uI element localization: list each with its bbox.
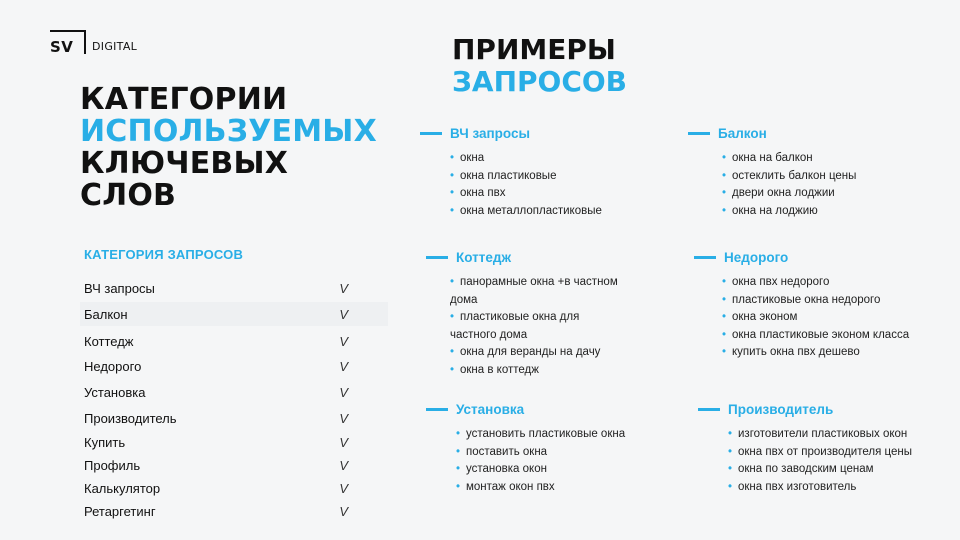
category-label: Купить (84, 434, 126, 450)
list-item: • окна в коттедж (450, 362, 618, 380)
list-item: • окна пластиковые эконом класса (722, 327, 909, 345)
check-mark: V (339, 333, 348, 349)
list-item: • окна для веранды на дачу (450, 344, 618, 362)
group-title: Недорого (724, 250, 789, 265)
dash-icon (688, 132, 710, 135)
dash-icon (420, 132, 442, 135)
category-label: Балкон (84, 306, 128, 322)
group-title: Коттедж (456, 250, 512, 265)
list-item: • установить пластиковые окна (456, 426, 625, 444)
list-item: • окна пвх (450, 185, 602, 203)
check-mark: V (339, 359, 348, 374)
group-list (456, 426, 625, 496)
group-list (722, 274, 909, 362)
categories-title: КАТЕГОРИЯ ЗАПРОСОВ (84, 247, 244, 262)
group-nedorogo (694, 250, 909, 362)
category-label: ВЧ запросы (84, 280, 155, 296)
group-title: Балкон (718, 126, 767, 141)
group-heading (694, 250, 909, 265)
group-list (450, 274, 618, 379)
category-label: Недорого (84, 359, 142, 374)
category-label: Калькулятор (84, 481, 161, 496)
list-item: • пластиковые окна недорого (722, 292, 909, 310)
dash-icon (426, 408, 448, 411)
list-item (450, 274, 618, 309)
headline-line-2: ИСПОЛЬЗУЕМЫХ (80, 114, 377, 149)
list-item: • купить окна пвх дешево (722, 344, 909, 362)
list-item: • окна пвх изготовитель (728, 479, 912, 497)
category-row (84, 354, 384, 379)
list-item: • поставить окна (456, 444, 625, 462)
list-item: • окна на балкон (722, 150, 856, 168)
examples-title (452, 34, 627, 98)
category-row (84, 477, 384, 500)
group-title: ВЧ запросы (450, 126, 531, 141)
list-item: • окна по заводским ценам (728, 461, 912, 479)
category-row (84, 379, 384, 406)
group-heading (426, 250, 618, 265)
headline-line-4: СЛОВ (80, 178, 177, 213)
dash-icon (698, 408, 720, 411)
group-balkon (688, 126, 856, 220)
category-row (84, 406, 384, 431)
list-item-text-cont: дома (450, 293, 478, 306)
list-item: • двери окна лоджии (722, 185, 856, 203)
check-mark: V (339, 306, 348, 322)
check-mark: V (339, 411, 348, 426)
headline-line-3: КЛЮЧЕВЫХ (80, 146, 289, 181)
examples-title-line-1: ПРИМЕРЫ (452, 33, 616, 66)
category-row (84, 431, 384, 453)
group-vch (420, 126, 602, 220)
group-list (722, 150, 856, 220)
list-item: • окна пвх недорого (722, 274, 909, 292)
dash-icon (694, 256, 716, 259)
list-item: • монтаж окон пвх (456, 479, 625, 497)
category-row (84, 300, 384, 328)
category-label: Коттедж (84, 333, 134, 349)
group-heading (688, 126, 856, 141)
categories-list (84, 276, 384, 523)
list-item-text: пластиковые окна для (460, 311, 580, 323)
category-label: Профиль (84, 457, 141, 473)
list-item: • остеклить балкон цены (722, 168, 856, 186)
category-row (84, 328, 384, 354)
list-item: • окна эконом (722, 309, 909, 327)
group-list (450, 150, 602, 220)
group-heading (426, 402, 625, 417)
dash-icon (426, 256, 448, 259)
list-item: • изготовители пластиковых окон (728, 426, 912, 444)
group-kottedzh (426, 250, 618, 379)
category-row (84, 453, 384, 477)
check-mark: V (339, 504, 348, 519)
logo-mark-text: SV (50, 38, 74, 56)
list-item (450, 309, 618, 344)
category-label: Ретаргетинг (84, 504, 156, 519)
logo-text: DIGITAL (92, 40, 138, 53)
group-title: Производитель (728, 402, 834, 417)
list-item: • окна (450, 150, 602, 168)
category-label: Производитель (84, 411, 177, 426)
list-item: • окна пластиковые (450, 168, 602, 186)
list-item: • окна металлопластиковые (450, 203, 602, 221)
list-item: • окна пвх от производителя цены (728, 444, 912, 462)
page-title (80, 84, 377, 212)
list-item: • установка окон (456, 461, 625, 479)
logo-mark (50, 30, 86, 54)
group-heading (698, 402, 912, 417)
check-mark: V (339, 385, 348, 400)
check-mark: V (339, 280, 348, 296)
category-row (84, 276, 384, 300)
headline-line-1: КАТЕГОРИИ (80, 82, 288, 117)
check-mark: V (339, 457, 348, 473)
examples-title-line-2: ЗАПРОСОВ (452, 65, 628, 98)
list-item-text: панорамные окна +в частном (460, 276, 618, 288)
check-mark: V (339, 481, 348, 496)
group-title: Установка (456, 402, 525, 417)
group-heading (420, 126, 602, 141)
list-item-text-cont: частного дома (450, 328, 528, 341)
check-mark: V (339, 434, 348, 450)
group-ustanovka (426, 402, 625, 496)
group-proizvoditel (698, 402, 912, 496)
group-list (728, 426, 912, 496)
logo (50, 30, 137, 54)
category-label: Установка (84, 385, 146, 400)
category-row (84, 500, 384, 523)
list-item: • окна на лоджию (722, 203, 856, 221)
